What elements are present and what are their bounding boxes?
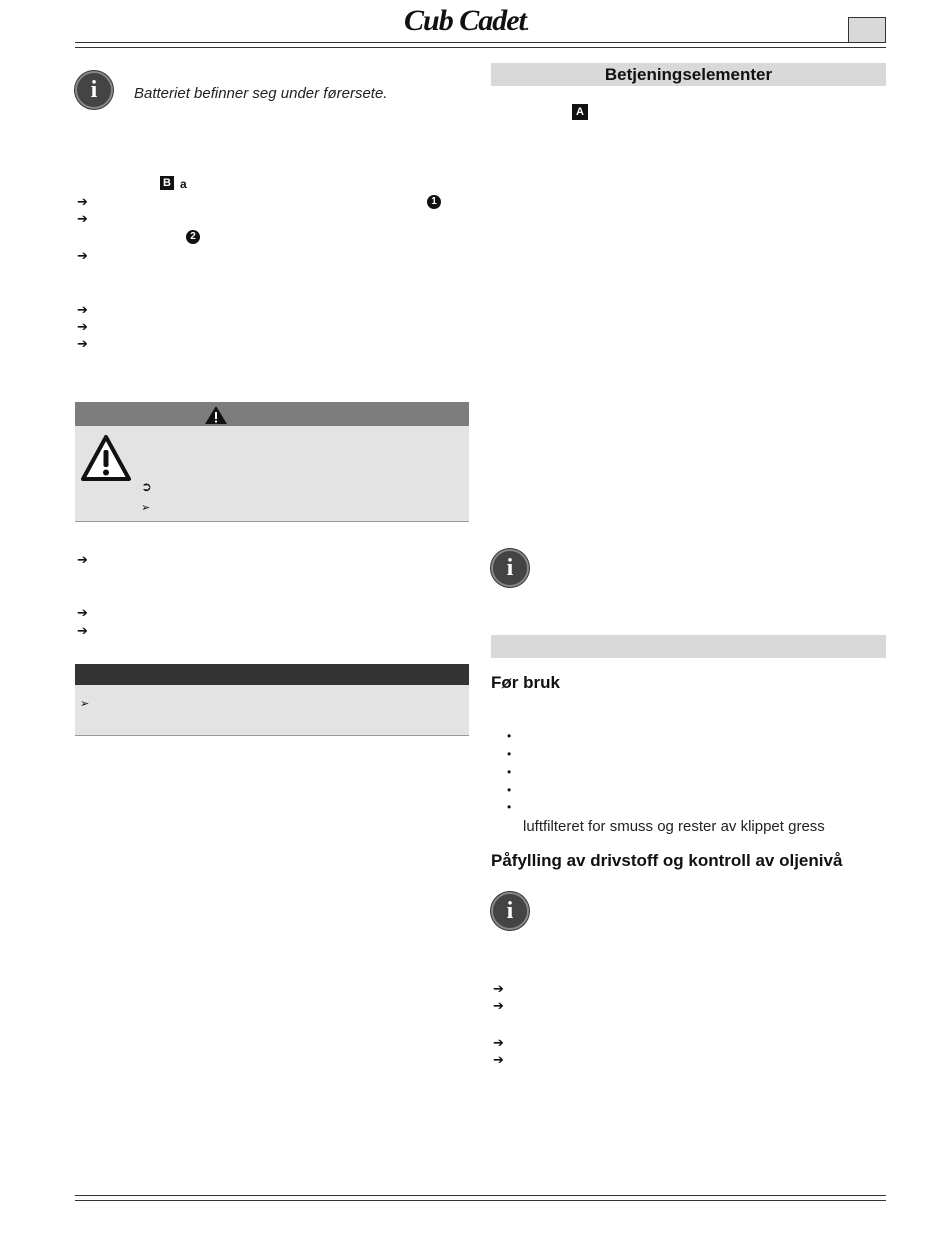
section-header-bar: [491, 63, 886, 86]
info-icon: i: [491, 549, 529, 587]
step-arrow-icon: ➔: [77, 302, 88, 317]
warning-triangle-icon: [80, 434, 132, 482]
step-arrow-icon: ➔: [493, 1052, 504, 1067]
note-header-bar: [75, 664, 469, 685]
section-title: Betjeningselementer: [604, 65, 773, 84]
step-arrow-icon: ➔: [77, 248, 88, 263]
info-icon: i: [75, 71, 113, 109]
cub-cadet-logo: Cub Cadet.: [404, 4, 529, 37]
sub-marker-icon: ➲: [141, 479, 152, 494]
step-arrow-icon: ➔: [77, 211, 88, 226]
section-header-bar-empty: [491, 635, 886, 658]
logo-registered-dot: .: [525, 19, 529, 34]
step-arrow-icon: ➔: [493, 981, 504, 996]
bullet-icon: •: [507, 783, 512, 797]
step-arrow-icon: ➔: [77, 605, 88, 620]
sub-marker-icon: ➢: [141, 502, 151, 514]
circled-number-2: 2: [186, 230, 200, 244]
step-arrow-icon: ➔: [77, 336, 88, 351]
note-marker-icon: ➢: [80, 698, 90, 710]
page-number-box: [848, 17, 886, 43]
header-rule: [75, 42, 886, 48]
step-arrow-icon: ➔: [77, 319, 88, 334]
bullet-icon: •: [507, 747, 512, 761]
step-arrow-icon: ➔: [77, 552, 88, 567]
heading-fuel-oil: Påfylling av drivstoff og kontroll av oljenivå: [491, 851, 843, 870]
bullet-icon: •: [507, 765, 512, 779]
warning-header-bar: [75, 402, 469, 426]
step-arrow-icon: ➔: [77, 623, 88, 638]
figure-ref-badge: A: [572, 104, 588, 120]
heading-before-use: Før bruk: [491, 673, 560, 692]
step-arrow-icon: ➔: [493, 1035, 504, 1050]
info-icon: i: [491, 892, 529, 930]
circled-number-1: 1: [427, 195, 441, 209]
bullet-continuation-text: luftfilteret for smuss og rester av klippet gress: [523, 818, 825, 835]
footer-rule: [75, 1195, 886, 1201]
step-arrow-icon: ➔: [77, 194, 88, 209]
battery-note-text: Batteriet befinner seg under førersete.: [134, 85, 388, 102]
step-arrow-icon: ➔: [493, 998, 504, 1013]
bullet-icon: •: [507, 800, 512, 814]
bullet-icon: •: [507, 729, 512, 743]
warning-triangle-small-icon: [204, 405, 228, 425]
figure-ref-badge: B: [160, 176, 174, 190]
figure-ref-suffix: a: [180, 177, 187, 191]
